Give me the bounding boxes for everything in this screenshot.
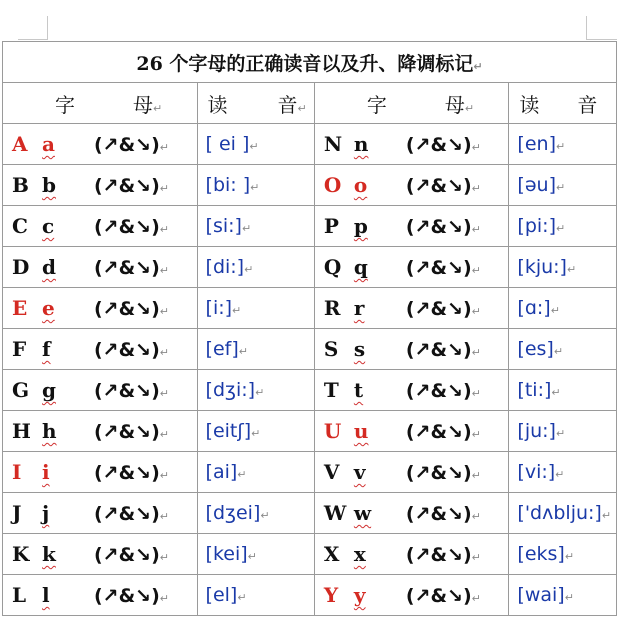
table-row [3,575,617,616]
ipa-transcription: [kju:] [517,256,567,278]
lowercase-letter: n [353,132,369,156]
lowercase-letter: d [42,255,56,279]
letter-cell-left [3,575,198,616]
uppercase-letter: L [12,583,27,607]
letter-cell-left [3,288,198,329]
paragraph-mark-icon: ↵ [471,387,481,400]
uppercase-letter: Y [323,583,339,607]
paragraph-mark-icon: ↵ [555,181,566,194]
uppercase-letter: B [12,173,29,197]
paragraph-mark-icon: ↵ [159,592,169,605]
table-row [3,411,617,452]
paragraph-mark-icon: ↵ [255,386,265,399]
lowercase-letter: q [353,255,368,279]
uppercase-letter: C [12,214,28,238]
tone-arrows-mark: (↗&↘) [94,257,160,279]
paragraph-mark-icon: ↵ [564,550,575,563]
uppercase-letter: X [323,542,340,566]
tone-arrows-mark: (↗&↘) [405,134,472,156]
lowercase-letter: k [42,542,56,566]
paragraph-mark-icon: ↵ [159,141,169,154]
lowercase-letter: c [42,214,55,238]
tone-arrows-mark: (↗&↘) [94,175,160,197]
ipa-cell-left [197,206,314,247]
header-letter-char-2: 母 [133,92,153,117]
tone-arrows-mark: (↗&↘) [94,216,160,238]
ipa-cell-left [197,329,314,370]
paragraph-mark-icon: ↵ [471,264,481,277]
ipa-cell-right [509,370,617,411]
uppercase-letter: D [12,255,30,279]
lowercase-letter: h [42,419,57,443]
paragraph-mark-icon: ↵ [471,592,481,605]
paragraph-mark-icon: ↵ [471,346,481,359]
letter-cell-right [314,247,509,288]
tone-arrows-mark: (↗&↘) [405,298,472,320]
lowercase-letter: v [353,460,366,484]
ipa-transcription: [eks] [517,543,565,565]
ipa-transcription: [ɑ:] [517,297,551,319]
lowercase-letter: f [42,337,51,361]
ipa-cell-left [197,124,314,165]
ruler-corner-left [18,39,48,40]
ipa-transcription: [dʒi:] [205,379,256,401]
table-row [3,165,617,206]
letter-cell-right [314,370,509,411]
lowercase-letter: p [353,214,368,238]
header-letter-char-1: 字 [366,92,387,117]
paragraph-mark-icon: ↵ [555,468,565,481]
lowercase-letter: r [353,296,365,320]
ipa-transcription: [dʒei] [205,502,261,524]
paragraph-mark-icon: ↵ [159,469,169,482]
header-sound-right [509,83,617,124]
paragraph-mark-icon: ↵ [159,428,169,441]
paragraph-mark-icon: ↵ [471,510,481,523]
ipa-transcription: [di:] [205,256,245,278]
ipa-transcription: [kei] [205,543,248,565]
ipa-cell-right [509,411,617,452]
lowercase-letter: s [353,337,366,361]
ipa-transcription: [en] [517,133,556,155]
uppercase-letter: V [323,460,340,484]
ipa-cell-left [197,452,314,493]
paragraph-mark-icon: ↵ [238,345,248,358]
letter-cell-right [314,493,509,534]
paragraph-mark-icon: ↵ [251,427,261,440]
ipa-transcription: ['dʌblju:] [517,502,602,524]
letter-cell-left [3,165,198,206]
ipa-transcription: [ ei ] [205,133,250,155]
lowercase-letter: j [42,501,50,525]
paragraph-mark-icon: ↵ [159,223,169,236]
table-row [3,452,617,493]
tone-arrows-mark: (↗&↘) [405,585,472,607]
ipa-transcription: [ef] [205,338,239,360]
table-title-row [3,42,617,83]
ruler-tick-left [47,16,48,40]
table-row [3,288,617,329]
paragraph-mark-icon: ↵ [297,101,307,115]
paragraph-mark-icon: ↵ [237,468,247,481]
uppercase-letter: H [12,419,31,443]
paragraph-mark-icon: ↵ [159,510,169,523]
tone-arrows-mark: (↗&↘) [94,421,160,443]
paragraph-mark-icon: ↵ [241,222,252,235]
table-row [3,493,617,534]
lowercase-letter: g [42,378,56,402]
table-row [3,534,617,575]
ipa-transcription: [bi: ] [205,174,251,196]
lowercase-letter: l [42,583,50,607]
uppercase-letter: J [12,501,22,525]
paragraph-mark-icon: ↵ [244,263,254,276]
paragraph-mark-icon: ↵ [471,182,481,195]
tone-arrows-mark: (↗&↘) [94,544,160,566]
ipa-cell-left [197,411,314,452]
tone-arrows-mark: (↗&↘) [94,462,160,484]
tone-arrows-mark: (↗&↘) [405,462,472,484]
uppercase-letter: R [323,296,341,320]
table-title-cell [3,42,617,83]
paragraph-mark-icon: ↵ [550,304,560,317]
paragraph-mark-icon: ↵ [471,428,481,441]
tone-arrows-mark: (↗&↘) [405,175,472,197]
letter-cell-left [3,534,198,575]
uppercase-letter: E [12,296,28,320]
header-sound-char-1: 读 [519,92,540,117]
lowercase-letter: i [42,460,50,484]
ipa-cell-left [197,288,314,329]
header-letters-left [3,83,198,124]
tone-arrows-mark: (↗&↘) [94,380,160,402]
letter-cell-right [314,206,509,247]
letter-cell-right [314,452,509,493]
paragraph-mark-icon: ↵ [250,181,260,194]
uppercase-letter: P [323,214,339,238]
table-row [3,206,617,247]
letter-cell-left [3,124,198,165]
uppercase-letter: N [323,132,343,156]
table-row [3,247,617,288]
tone-arrows-mark: (↗&↘) [94,585,160,607]
letter-cell-left [3,370,198,411]
letter-cell-left [3,452,198,493]
lowercase-letter: y [353,583,366,607]
letter-cell-left [3,206,198,247]
letter-cell-right [314,288,509,329]
lowercase-letter: t [353,378,364,402]
uppercase-letter: S [323,337,339,361]
letter-cell-right [314,329,509,370]
letter-cell-left [3,329,198,370]
uppercase-letter: I [12,460,22,484]
paragraph-mark-icon: ↵ [464,101,475,115]
paragraph-mark-icon: ↵ [159,305,169,318]
tone-arrows-mark: (↗&↘) [94,134,160,156]
table-row [3,124,617,165]
table-row [3,329,617,370]
header-letter-char-1: 字 [55,92,75,117]
tone-arrows-mark: (↗&↘) [405,216,472,238]
paragraph-mark-icon: ↵ [564,591,574,604]
paragraph-mark-icon: ↵ [471,469,481,482]
uppercase-letter: K [12,542,30,566]
paragraph-mark-icon: ↵ [159,551,169,564]
paragraph-mark-icon: ↵ [260,509,270,522]
ipa-transcription: [vi:] [517,461,556,483]
lowercase-letter: b [42,173,56,197]
paragraph-mark-icon: ↵ [566,263,577,276]
ipa-cell-left [197,370,314,411]
ipa-transcription: [wai] [517,584,565,606]
paragraph-mark-icon: ↵ [159,387,169,400]
lowercase-letter: x [353,542,366,566]
paragraph-mark-icon: ↵ [471,551,481,564]
ipa-transcription: [i:] [205,297,233,319]
letter-cell-right [314,411,509,452]
paragraph-mark-icon: ↵ [473,59,483,73]
ipa-cell-right [509,288,617,329]
letter-cell-right [314,165,509,206]
paragraph-mark-icon: ↵ [159,264,169,277]
paragraph-mark-icon: ↵ [555,140,566,153]
paragraph-mark-icon: ↵ [249,140,259,153]
ipa-cell-right [509,329,617,370]
letter-cell-right [314,534,509,575]
uppercase-letter: W [323,501,347,525]
paragraph-mark-icon: ↵ [247,550,257,563]
ipa-cell-left [197,247,314,288]
paragraph-mark-icon: ↵ [471,305,481,318]
tone-arrows-mark: (↗&↘) [94,298,160,320]
table-row [3,370,617,411]
ipa-transcription: [əu] [517,174,556,196]
tone-arrows-mark: (↗&↘) [405,257,472,279]
ipa-cell-left [197,493,314,534]
lowercase-letter: w [353,501,372,525]
uppercase-letter: G [12,378,30,402]
letter-cell-left [3,493,198,534]
uppercase-letter: U [323,419,342,443]
letter-cell-right [314,124,509,165]
tone-arrows-mark: (↗&↘) [94,339,160,361]
paragraph-mark-icon: ↵ [556,222,566,235]
ipa-cell-right [509,165,617,206]
header-sound-char-2: 音 [577,92,598,117]
lowercase-letter: a [42,132,55,156]
ipa-transcription: [ju:] [517,420,556,442]
ipa-transcription: [ti:] [517,379,552,401]
paragraph-mark-icon: ↵ [159,182,169,195]
paragraph-mark-icon: ↵ [601,509,612,522]
ipa-cell-left [197,575,314,616]
ipa-transcription: [pi:] [517,215,556,237]
paragraph-mark-icon: ↵ [551,386,561,399]
tone-arrows-mark: (↗&↘) [405,421,472,443]
ipa-transcription: [si:] [205,215,242,237]
uppercase-letter: A [12,132,28,156]
ruler-tick-right [586,16,587,40]
tone-arrows-mark: (↗&↘) [94,503,160,525]
ipa-cell-right [509,452,617,493]
ipa-cell-right [509,493,617,534]
tone-arrows-mark: (↗&↘) [405,380,472,402]
paragraph-mark-icon: ↵ [159,346,169,359]
header-sound-char-2: 音 [277,92,298,117]
ipa-transcription: [ai] [205,461,238,483]
uppercase-letter: Q [323,255,342,279]
paragraph-mark-icon: ↵ [237,591,247,604]
paragraph-mark-icon: ↵ [232,304,242,317]
ipa-cell-left [197,165,314,206]
header-sound-char-1: 读 [207,92,228,117]
paragraph-mark-icon: ↵ [471,223,481,236]
ipa-transcription: [el] [205,584,238,606]
paragraph-mark-icon: ↵ [555,427,566,440]
ipa-cell-left [197,534,314,575]
tone-arrows-mark: (↗&↘) [405,339,472,361]
tone-arrows-mark: (↗&↘) [405,503,472,525]
uppercase-letter: O [323,173,342,197]
uppercase-letter: F [12,337,27,361]
lowercase-letter: e [42,296,55,320]
ipa-cell-right [509,575,617,616]
paragraph-mark-icon: ↵ [471,141,481,154]
paragraph-mark-icon: ↵ [153,101,163,115]
alphabet-pronunciation-table [2,41,617,616]
lowercase-letter: u [353,419,369,443]
paragraph-mark-icon: ↵ [553,345,564,358]
header-sound-left [197,83,314,124]
ipa-cell-right [509,534,617,575]
table-title: 26 个字母的正确读音以及升、降调标记 [136,52,474,75]
ipa-cell-right [509,206,617,247]
ipa-transcription: [es] [517,338,554,360]
letter-cell-right [314,575,509,616]
ipa-cell-right [509,247,617,288]
ipa-transcription: [eitʃ] [205,420,252,442]
header-letters-right [314,83,509,124]
ipa-cell-right [509,124,617,165]
ruler-corner-right [586,39,617,40]
lowercase-letter: o [353,173,368,197]
letter-cell-left [3,411,198,452]
tone-arrows-mark: (↗&↘) [405,544,472,566]
uppercase-letter: T [323,378,339,402]
header-letter-char-2: 母 [444,92,465,117]
letter-cell-left [3,247,198,288]
table-header-row [3,83,617,124]
